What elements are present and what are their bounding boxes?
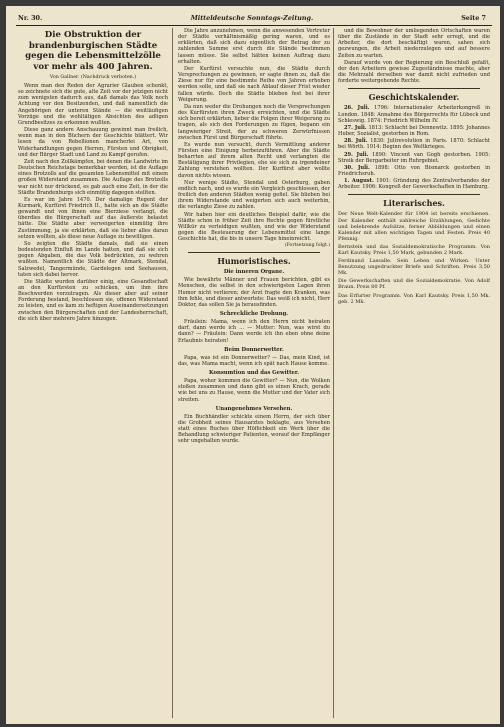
calendar-date: 29. Juli. <box>344 151 369 158</box>
calendar-entry <box>338 165 490 177</box>
humor-item-text: Papa, woher kommen die Gewitter? — Nun, die Wolken stoßen zusammen und dann gibt es einen Krach, gerade wie bei uns zu Hause, wenn die Mutter und der Vater sich streiten. <box>178 378 330 403</box>
humor-item-text: Wie bewährte Männer und Frauen berichten, gibt es Menschen, die selbst in den schwierigsten Lagen ihren Humor nicht verlieren; der Arzt fragte den Kranken, was ihm fehle, und dieser antwortete: Das weiß ich nicht, Herr Doktor, das sollen Sie ja herausfinden. <box>178 277 330 308</box>
calendar-entry <box>338 138 490 150</box>
literary-entry: Die Gewerkschaften und die Sozialdemokratie. Von Adolf Braun. Preis 80 Pf. <box>338 278 490 291</box>
calendar-entry <box>338 178 490 190</box>
humor-item-title: Die inneren Organe. <box>223 269 285 276</box>
humor-item <box>178 406 330 445</box>
page-header <box>14 11 490 25</box>
calendar-text: 1898: Otto von Bismarck gestorben in Friedrichsruh. <box>338 164 490 177</box>
humor-item-title: Unangenehmes Versehen. <box>215 405 293 412</box>
calendar-text: 1830: Julirevolution in Paris. 1870: Schlacht bei Wörth. 1914: Beginn des Weltkrieges. <box>338 138 490 151</box>
issue-number: Nr. 30. <box>18 14 43 22</box>
column-3-text <box>338 28 490 84</box>
literary-entry: Bernstein und das Sozialdemokratische Programm. Von Karl Kautsky. Preis 1,50 Mark, gebunden 2 Mark. <box>338 243 490 256</box>
column-2 <box>178 28 330 718</box>
article-paragraph: und die Bewohner der umliegenden Ortschaften waren über die Zustände in der Stadt sehr erregt, und die Arbeiter, die dort beschäftigt waren, sahen sich gezwungen, die Arbeit niederzulegen und auf bessere Zeiten zu warten. <box>338 28 490 59</box>
article-title: Die Obstruktion der brandenburgischen Städte gegen die Lebensmittelzölle vor mehr als 400 Jahren. <box>25 30 161 72</box>
article-paragraph: Nur wenige Städte, Stendal und Osterburg, gaben endlich nach, und es wurde ein Vergleich geschlossen, der freilich den anderen Städten wenig gefiel. Sie blieben bei ihrem Widerstande und weigerten sich auch weiterhin, die verlangte Ziese zu zahlen. <box>178 179 330 211</box>
calendar-text: 1796: Internationaler Arbeiterkongreß in London. 1848: Annahme des Bürgerrechts für Lübeck und Schleswig. 1874: Friedrich Wilhelm IV. <box>338 105 490 124</box>
article-body <box>18 83 168 322</box>
calendar-list <box>338 105 490 190</box>
article-paragraph: Es war im Jahre 1470. Der damalige Regent der Kurmark, Kurfürst Friedrich II., hatte sich an die Städte gewandt und von ihnen eine Bierziese verlangt, die überdies die Bürgerschaft auf das äußerste belastet hätte. Die Städte aber verweigerten einmütig ihre Zustimmung, ja sie erklärten, daß sie lieber alles daran setzen wollten, als diese neue Auflage zu bewilligen. <box>18 196 168 240</box>
article-paragraph: Die Jahre anzunehmen, wenn die anwesenden Vertreter der Städte verhältnismäßig gering waren, und es erklärten, daß sich dazu eigentlich der Betrag der zu zahlenden Summe erst durch die Stände bestimmen lassen müsse. Sie selbst hätten keinen Auftrag dazu erhalten. <box>178 28 330 65</box>
article-paragraph: Die Städte wurden darüber einig, eine Gesandtschaft an den Kurfürsten zu schicken, um ihm ihre Beschwerden vorzutragen. Als dieser aber auf seiner Forderung bestand, beschlossen sie, offenen Widerstand zu leisten, und es kam zu heftigen Auseinandersetzungen zwischen den Bürgerschaften und der Landesherrschaft, die sich über mehrere Jahre hinzogen. <box>18 278 168 322</box>
article-paragraph: Diese ganz andere Anschauung gewinnt man freilich, wenn man in den Büchern der Geschichte blättert. Wir lesen da von Rebellionen mancherlei Art, von Widerhandlungen gegen Herren, Fürsten und Obrigkeit, und der Bürger Stadt und Land zu Kampf gerufen. <box>18 127 168 158</box>
section-rule <box>188 252 320 253</box>
article-paragraph: So zeigten die Städte damals, daß sie einen bedeutenden Einfluß im Lande hatten, und daß sie sich gegen Abgaben, die das Volk bedrückten, zu wehren wußten. Namentlich die Städte der Altmark, Stendal, Salzwedel, Tangermünde, Gardelegen und Seehausen, taten sich dabei hervor. <box>18 240 168 278</box>
calendar-text: 1901: Gründung des Zentralverbandes der Arbeiter. 1906: Kongreß der Gewerkschaften in Hamburg. <box>338 178 490 191</box>
continued-note: (Fortsetzung folgt.) <box>284 243 330 249</box>
humor-list <box>178 269 330 444</box>
calendar-date: 26. Juli. <box>344 105 370 112</box>
calendar-date: 30. Juli. <box>344 164 370 171</box>
article-body-continued <box>178 28 330 242</box>
article-paragraph: Wenn man den Reden der Agrarier Glauben schenkt, so zeichnete sich die gute, alte Zeit vor der jetzigen nicht zum wenigsten dadurch aus, daß damals das Volk noch Achtung vor den Besitzenden, und daß namentlich die Angehörigen der unteren Stände — die weitläufigen Vorzüge und die wohltätigen Absichten des adligen Grundbesitzes zu erkennen wußten. <box>18 83 168 126</box>
humor-heading: Humoristisches. <box>217 256 291 267</box>
column-1 <box>18 28 168 718</box>
calendar-date: 28. Juli. <box>344 138 368 145</box>
calendar-text: 1813: Schlacht bei Dennewitz. 1895: Johannes Huber, Sozialist, gestorben in Rom. <box>338 124 490 138</box>
calendar-date: 27. Juli. <box>344 124 367 131</box>
newspaper-page <box>6 6 500 724</box>
page-number: Seite 7 <box>461 14 486 22</box>
calendar-text: 1890: Vincent van Gogh gestorben. 1905: Streik der Bergarbeiter im Ruhrgebiet. <box>338 151 490 164</box>
literary-list <box>338 211 490 304</box>
humor-item <box>178 269 330 308</box>
article-paragraph: Es wurde nun versucht, durch Vermittlung anderer Fürsten eine Einigung herbeizuführen. Aber die Städte beharrten auf ihrem alten Recht und verlangten die Bestätigung ihrer Privilegien, ehe sie sich zu irgendeiner Zahlung verstehen wollten. Der Kurfürst aber wollte davon nichts wissen. <box>178 141 330 179</box>
literary-entry: Ferdinand Lassalle. Sein Leben und Wirken. Unter Benutzung ungedruckter Briefe und Schriften. Preis 3,50 Mk. <box>338 258 490 277</box>
column-divider <box>172 28 173 718</box>
humor-item <box>178 370 330 403</box>
section-rule <box>348 88 480 89</box>
header-rule <box>16 25 492 26</box>
section-rule <box>348 194 480 195</box>
humor-item-text: Papa, was ist ein Donnerwetter? — Das, mein Kind, ist das, was Mama macht, wenn ich spät nach Hause komme. <box>178 354 330 367</box>
calendar-heading: Geschichtskalender. <box>368 92 460 103</box>
humor-item <box>178 347 330 367</box>
article-paragraph: Da nun weder die Drohungen noch die Versprechungen des Kurfürsten ihren Zweck erreichten, und die Städte sich bereit erklärten, lieber die Folgen ihrer Weigerung zu tragen, als sich den Forderungen zu fügen, begann ein langwieriger Streit, der zu schweren Zerwürfnissen zwischen Fürst und Bürgerschaft führte. <box>178 103 330 141</box>
article-paragraph: Darauf wurde von der Regierung ein Beschluß gefaßt, der den Arbeitern gewisse Zugeständnisse machte, aber die Mehrzahl derselben war damit nicht zufrieden und forderte weitergehende Rechte. <box>338 59 490 85</box>
humor-item-text: Fräulein: Mama, wenn ich den Herrn nicht heiraten darf, dann werde ich ... — Mutter: Nun, was wirst du dann? — Fräulein: Dann werde ich ihn eben ohne deine Erlaubnis heiraten! <box>178 319 330 344</box>
humor-item-text: Ein Buchhändler schickte einem Herrn, der sich über die Grobheit seines Hausarztes beklagte, aus Versehen statt eines Buches über Höflichkeit ein Werk über die Behandlung schwieriger Patienten, worauf der Empfänger sehr ungehalten wurde. <box>178 413 330 445</box>
literary-entry: Der Neue Welt-Kalender für 1904 ist bereits erschienen. Der Kalender enthält zahlreiche Erzählungen, Gedichte und belehrende Aufsätze, ferner Abbildungen und einen Kalender mit allen wichtigen Tagen und Festen. Preis 40 Pfennig. <box>338 211 490 242</box>
literary-heading: Literarisches. <box>383 198 445 209</box>
column-divider <box>333 28 334 718</box>
literary-entry: Das Erfurter Programm. Von Karl Kautsky. Preis 1,50 Mk. geb. 2 Mk. <box>338 292 490 305</box>
newspaper-title: Mitteldeutsche Sonntags-Zeitung. <box>190 14 314 22</box>
humor-item-title: Beim Donnerwetter. <box>224 346 284 353</box>
humor-item <box>178 311 330 344</box>
calendar-entry <box>338 152 490 164</box>
article-paragraph: Wir haben hier ein deutliches Beispiel dafür, wie die Städte schon in früher Zeit ihre Rechte gegen fürstliche Willkür zu verteidigen wußten, und wie der Widerstand gegen die Besteuerung der Lebensmittel eine lange Geschichte hat, die bis in unsere Tage hineinreicht. <box>178 211 330 243</box>
column-3 <box>338 28 490 718</box>
article-paragraph: Der Kurfürst versuchte nun, die Städte durch Versprechungen zu gewinnen, er sagte ihnen zu, daß die Ziese nur für eine bestimmte Reihe von Jahren erhoben werden solle, und daß sie nach Ablauf dieser Frist wieder fallen würde. Doch die Städte blieben fest bei ihrer Weigerung. <box>178 65 330 103</box>
humor-item-title: Konsumtion und das Gewitter. <box>208 370 300 377</box>
calendar-entry <box>338 105 490 123</box>
calendar-date: 1. August. <box>344 178 374 185</box>
humor-item-title: Schreckliche Drohung. <box>219 311 289 318</box>
calendar-entry <box>338 125 490 137</box>
article-paragraph: Zeit nach den Zollkämpfen, bei denen die Landwirte im Deutschen Reichstage bemerkbar werden, ist die Auflage eines Brotzolls auf die gesamten Lebensmittel mit einem großen Widerstand zusammen. Die Auflage des Brotzolls war nicht nur drückend, es gab auch eine Zeit, in der die Städte Brandenburgs sich einmütig dagegen stellten. <box>18 158 168 196</box>
article-byline: Von Gallner. (Nachdruck verboten.) <box>49 75 137 80</box>
